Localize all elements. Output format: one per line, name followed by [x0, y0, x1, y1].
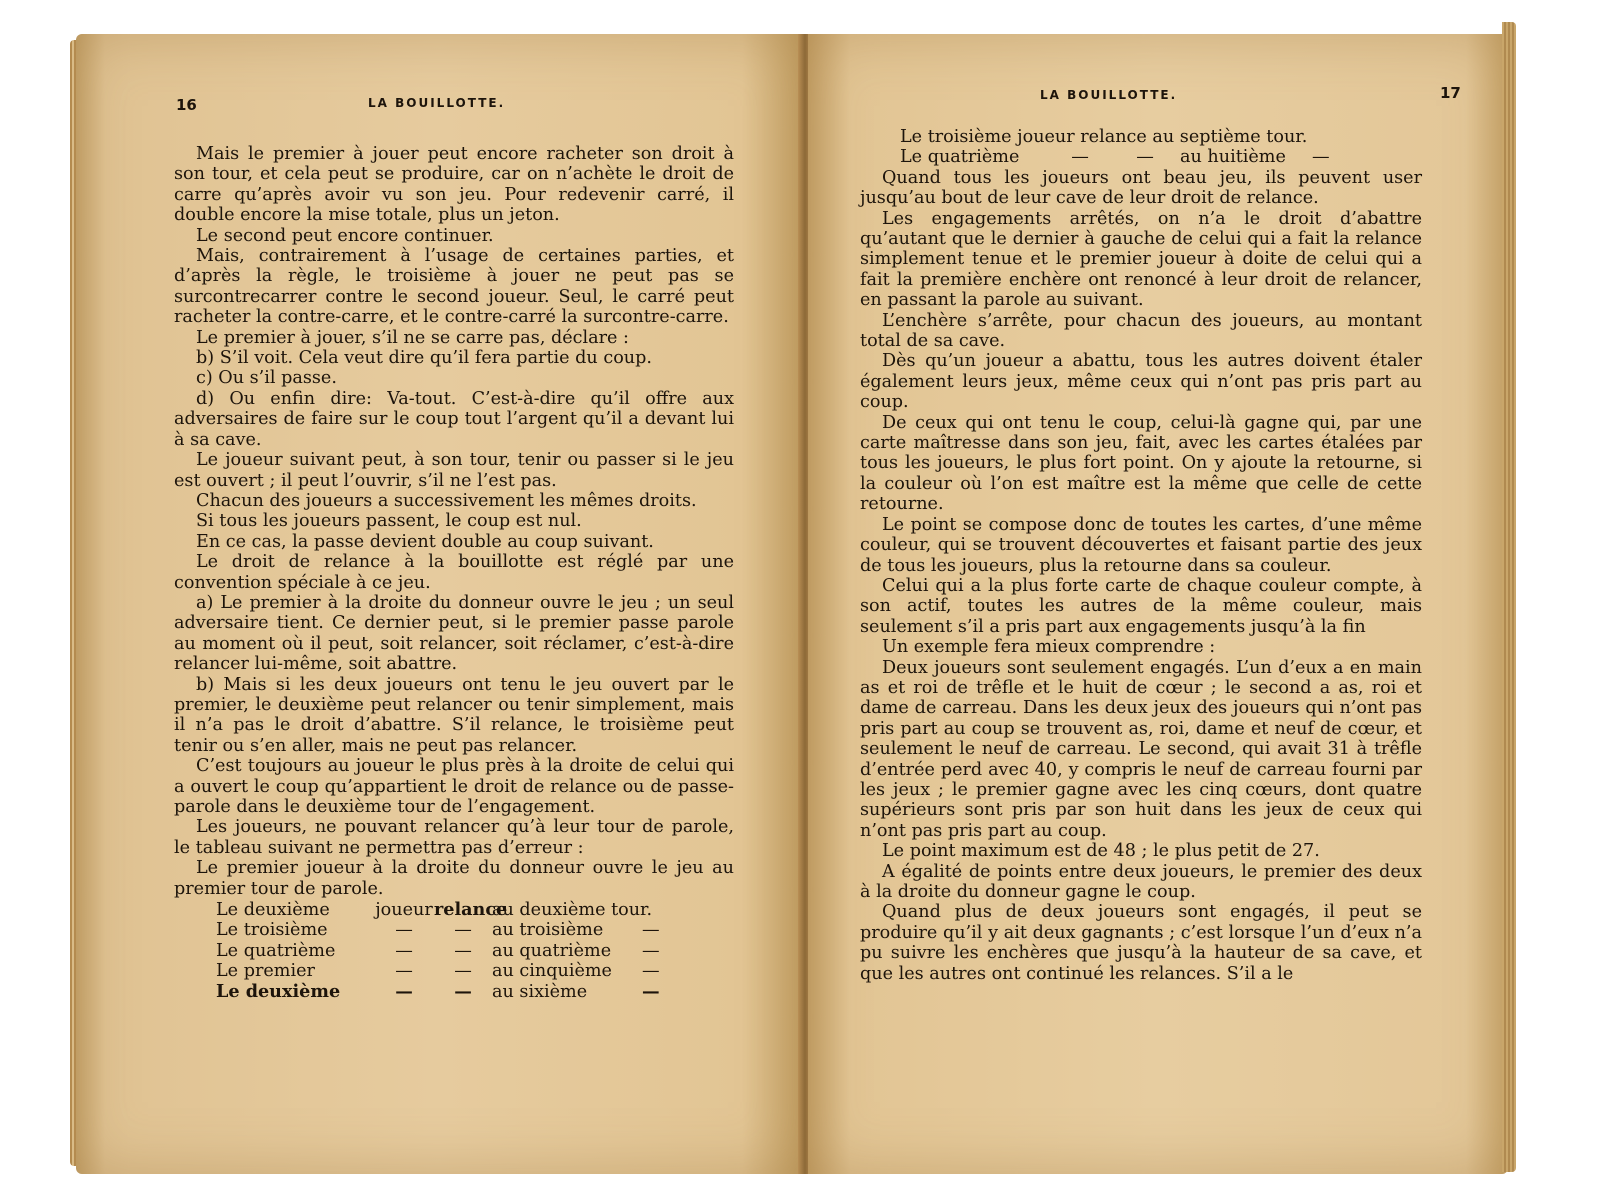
- paragraph: a) Le premier à la droite du donneur ouvre le jeu ; un seul adversaire tient. Ce dernier peut, si le premier passe parole au moment où il peut, soit relancer, soit réclamer, c’est-à-dire relancer lui-même, soit abattre.: [174, 592, 734, 675]
- paragraph: Le joueur suivant peut, à son tour, tenir ou passer si le jeu est ouvert ; il peut l’ouvrir, s’il ne l’est pas.: [174, 450, 734, 491]
- table-cell: Le deuxième: [216, 900, 330, 921]
- table-cell: —: [642, 920, 660, 941]
- table-cell: au deuxième tour.: [492, 900, 653, 921]
- table-row: [900, 147, 1422, 167]
- relance-table-continued: [900, 127, 1422, 168]
- right-page-number: 17: [1440, 84, 1461, 102]
- paragraph: Le premier à jouer, s’il ne se carre pas, déclare :: [196, 327, 629, 348]
- table-cell: Le troisième: [216, 920, 328, 941]
- paragraph: En ce cas, la passe devient double au coup suivant.: [196, 531, 654, 552]
- left-page-text: [174, 144, 734, 1002]
- table-cell: —: [454, 920, 472, 941]
- table-cell: —: [1136, 147, 1154, 168]
- table-row: [216, 900, 734, 920]
- table-cell: au huitième: [1180, 147, 1286, 168]
- page-edges-right: [1502, 22, 1516, 1172]
- table-cell: joueur: [375, 900, 433, 921]
- right-running-head: LA BOUILLOTTE.: [1040, 88, 1178, 102]
- table-row: [900, 127, 1422, 147]
- right-page-header: [808, 84, 1508, 108]
- table-row: [216, 920, 734, 940]
- paragraph: Un exemple fera mieux comprendre :: [882, 637, 1216, 658]
- table-cell: —: [1312, 147, 1330, 168]
- table-cell: au sixième: [492, 981, 588, 1002]
- table-cell: —: [642, 961, 660, 982]
- open-book: [70, 14, 1540, 1190]
- table-cell: au quatrième: [492, 940, 612, 961]
- paragraph: Le point maximum est de 48 ; le plus petit de 27.: [882, 841, 1320, 862]
- table-cell: Le premier: [216, 961, 315, 982]
- paragraph: A égalité de points entre deux joueurs, le premier des deux à la droite du donneur gagne le coup.: [860, 861, 1422, 902]
- paragraph: Le droit de relance à la bouillotte est réglé par une convention spéciale à ce jeu.: [174, 552, 734, 593]
- table-cell: au cinquième: [492, 961, 612, 982]
- paragraph: c) Ou s’il passe.: [196, 368, 337, 389]
- table-row: [216, 941, 734, 961]
- paragraph: Le premier joueur à la droite du donneur ouvre le jeu au premier tour de parole.: [174, 858, 734, 899]
- table-row: [216, 982, 734, 1002]
- relance-table: [216, 900, 734, 1002]
- table-cell: —: [395, 961, 413, 982]
- table-cell: —: [642, 980, 660, 1002]
- table-cell: —: [395, 980, 413, 1002]
- paragraph: Si tous les joueurs passent, le coup est nul.: [196, 511, 582, 532]
- paragraph: Dès qu’un joueur a abattu, tous les autres doivent étaler également leurs jeux, même ceux qui n’ont pas pris part au coup.: [860, 351, 1422, 413]
- paragraph: Le second peut encore continuer.: [196, 225, 494, 246]
- right-page-text: [860, 126, 1422, 984]
- table-row: [216, 961, 734, 981]
- left-running-head: LA BOUILLOTTE.: [368, 96, 506, 110]
- paragraph: L’enchère s’arrête, pour chacun des joueurs, au montant total de sa cave.: [860, 310, 1422, 352]
- paragraph: Mais le premier à jouer peut encore racheter son droit à son tour, et cela peut se produire, car on n’achète le droit de carre qu’après avoir vu son jeu. Pour redevenir carré, il double encore la mise totale, plus un jeton.: [174, 144, 734, 226]
- right-page: [808, 34, 1508, 1174]
- table-cell: Le quatrième: [900, 147, 1020, 168]
- left-page-header: [76, 96, 800, 120]
- paragraph: C’est toujours au joueur le plus près à la droite de celui qui a ouvert le coup qu’appartient le droit de relance ou de passe-parole dans le deuxième tour de l’engagement.: [174, 756, 734, 817]
- left-page-number: 16: [176, 96, 197, 114]
- table-cell: —: [454, 980, 472, 1002]
- table-cell: —: [395, 940, 413, 961]
- paragraph: Quand tous les joueurs ont beau jeu, ils peuvent user jusqu’au bout de leur cave de leur droit de relance.: [860, 167, 1422, 209]
- table-cell: —: [1071, 147, 1089, 168]
- paragraph: Les engagements arrêtés, on n’a le droit d’abattre qu’autant que le dernier à gauche de celui qui a fait la relance simplement tenue et le premier joueur à doite de celui qui a fait la première enchère ont renoncé à leur droit de relancer, en passant la parole au suivant.: [860, 208, 1422, 311]
- paragraph: Quand plus de deux joueurs sont engagés, il peut se produire qu’il y ait deux gagnants ; c’est lorsque l’un d’eux n’a pu suivre les enchères que jusqu’à la hauteur de sa cave, et que les autres ont continué les relances. S’il a le: [860, 902, 1422, 984]
- paragraph: Chacun des joueurs a successivement les mêmes droits.: [196, 490, 697, 511]
- paragraph: Mais, contrairement à l’usage de certaines parties, et d’après la règle, le troisième à jouer ne peut pas se surcontrecarrer contre le second joueur. Seul, le carré peut racheter la contre-carre, et le contre-carré la surcontre-carre.: [174, 246, 734, 328]
- table-cell: —: [454, 961, 472, 982]
- table-cell: Le deuxième: [216, 980, 341, 1002]
- table-cell: relance: [434, 899, 508, 921]
- paragraph: Les joueurs, ne pouvant relancer qu’à leur tour de parole, le tableau suivant ne permettra pas d’erreur :: [174, 817, 734, 858]
- table-cell: —: [395, 920, 413, 941]
- table-cell: Le quatrième: [216, 940, 336, 961]
- table-cell: —: [642, 940, 660, 961]
- left-page: [76, 34, 800, 1174]
- paragraph: De ceux qui ont tenu le coup, celui-là gagne qui, par une carte maîtresse dans son jeu, fait, avec les cartes étalées par tous les joueurs, le plus fort point. On y ajoute la retourne, si la couleur où l’on est maître est la même que celle de cette retourne.: [860, 412, 1422, 515]
- paragraph: Deux joueurs sont seulement engagés. L’un d’eux a en main as et roi de trêfle et le huit de cœur ; le second a as, roi et dame de carreau. Dans les deux jeux des joueurs qui n’ont pas pris part au coup se trouvent as, roi, dame et neuf de cœur, et seulement le neuf de carreau. Le second, qui avait 31 à trêfle d’entrée perd avec 40, y compris le neuf de carreau fourni par les jeux ; le premier gagne avec les cinq cœurs, dont quatre supérieurs sont pris par son huit dans les jeux de ceux qui n’ont pas pris part au coup.: [860, 657, 1422, 841]
- table-cell: —: [454, 940, 472, 961]
- paragraph: d) Ou enfin dire: Va-tout. C’est-à-dire qu’il offre aux adversaires de faire sur le coup tout l’argent qu’il a devant lui à sa cave.: [174, 388, 734, 450]
- paragraph: b) Mais si les deux joueurs ont tenu le jeu ouvert par le premier, le deuxième peut relancer ou tenir simplement, mais il n’a pas le droit d’abattre. S’il relance, le troisième peut tenir ou s’en aller, mais ne peut pas relancer.: [174, 674, 734, 756]
- table-cell: Le troisième joueur relance au septième tour.: [900, 127, 1308, 147]
- paragraph: Celui qui a la plus forte carte de chaque couleur compte, à son actif, toutes les autres de la même couleur, mais seulement s’il a pris part aux engagements jusqu’à la fin: [860, 575, 1422, 637]
- paragraph: Le point se compose donc de toutes les cartes, d’une même couleur, qui se trouvent découvertes et faisant partie des jeux de tous les joueurs, plus la retourne dans sa couleur.: [860, 514, 1422, 576]
- paragraph: b) S’il voit. Cela veut dire qu’il fera partie du coup.: [196, 348, 652, 369]
- table-cell: [682, 900, 712, 920]
- table-cell: au troisième: [492, 920, 604, 941]
